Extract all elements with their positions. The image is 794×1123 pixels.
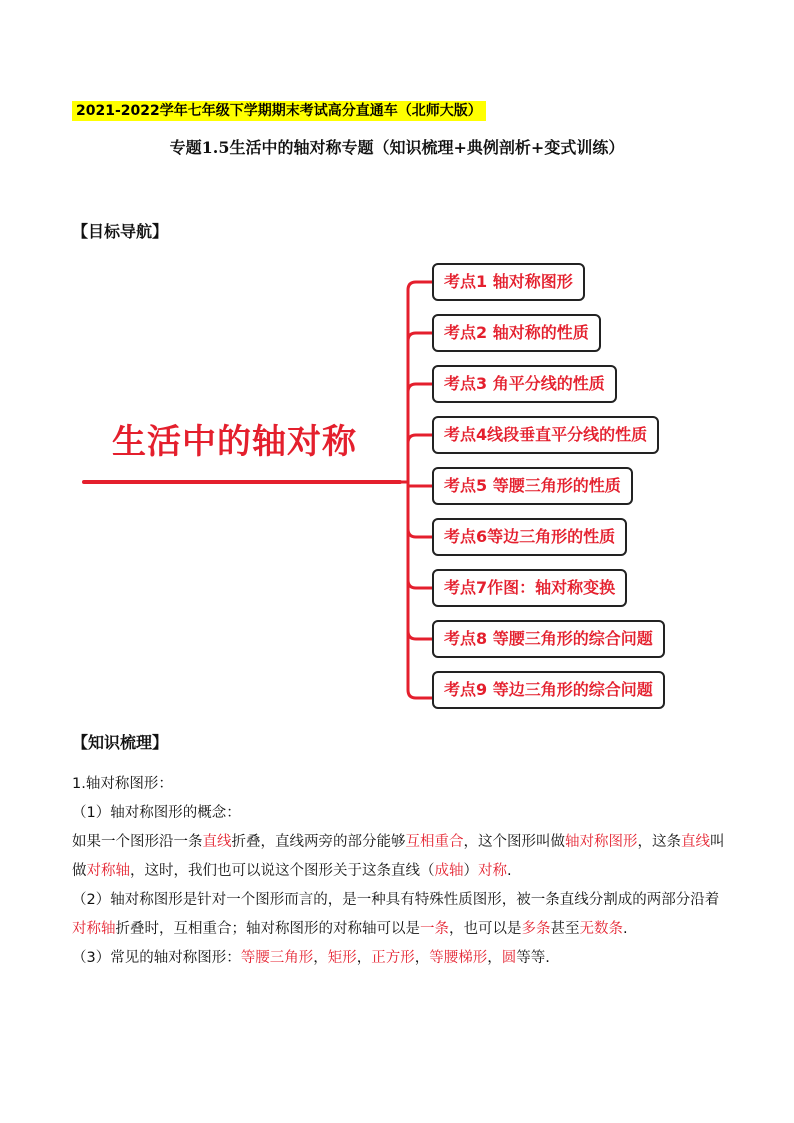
central-topic: 生活中的轴对称	[112, 422, 357, 462]
property-paragraph: （2）轴对称图形是针对一个图形而言的，是一种具有特殊性质图形，被一条直线分割成的两部分沿着对称轴折叠时，互相重合；轴对称图形的对称轴可以是一条，也可以是多条甚至无数条.	[72, 892, 720, 937]
node-topic-5: 考点5 等腰三角形的性质	[432, 467, 633, 505]
node-topic-8: 考点8 等腰三角形的综合问题	[432, 620, 665, 658]
section-heading-knowledge: 【知识梳理】	[72, 733, 169, 752]
topic-subtitle: 专题1.5生活中的轴对称专题（知识梳理+典例剖析+变式训练）	[169, 138, 625, 157]
node-topic-2: 考点2 轴对称的性质	[432, 314, 601, 352]
concept-paragraph: 如果一个图形沿一条直线折叠，直线两旁的部分能够互相重合，这个图形叫做轴对称图形，这条直线叫做对称轴，这时，我们也可以说这个图形关于这条直线（成轴）对称.	[72, 834, 725, 879]
node-topic-7: 考点7作图：轴对称变换	[432, 569, 627, 607]
examples-paragraph: （3）常见的轴对称图形：等腰三角形，矩形，正方形，等腰梯形，圆等等.	[72, 950, 550, 966]
knowledge-content	[72, 770, 728, 973]
node-topic-3: 考点3 角平分线的性质	[432, 365, 617, 403]
main-branch-line	[82, 480, 402, 484]
concept-title: （1）轴对称图形的概念：	[72, 805, 241, 821]
node-topic-4: 考点4线段垂直平分线的性质	[432, 416, 659, 454]
item-title: 1.轴对称图形：	[72, 776, 173, 792]
series-banner: 2021-2022学年七年级下学期期末考试高分直通车（北师大版）	[72, 101, 486, 121]
node-topic-1: 考点1 轴对称图形	[432, 263, 585, 301]
node-topic-9: 考点9 等边三角形的综合问题	[432, 671, 665, 709]
section-heading-navigation: 【目标导航】	[72, 222, 169, 241]
node-topic-6: 考点6等边三角形的性质	[432, 518, 627, 556]
